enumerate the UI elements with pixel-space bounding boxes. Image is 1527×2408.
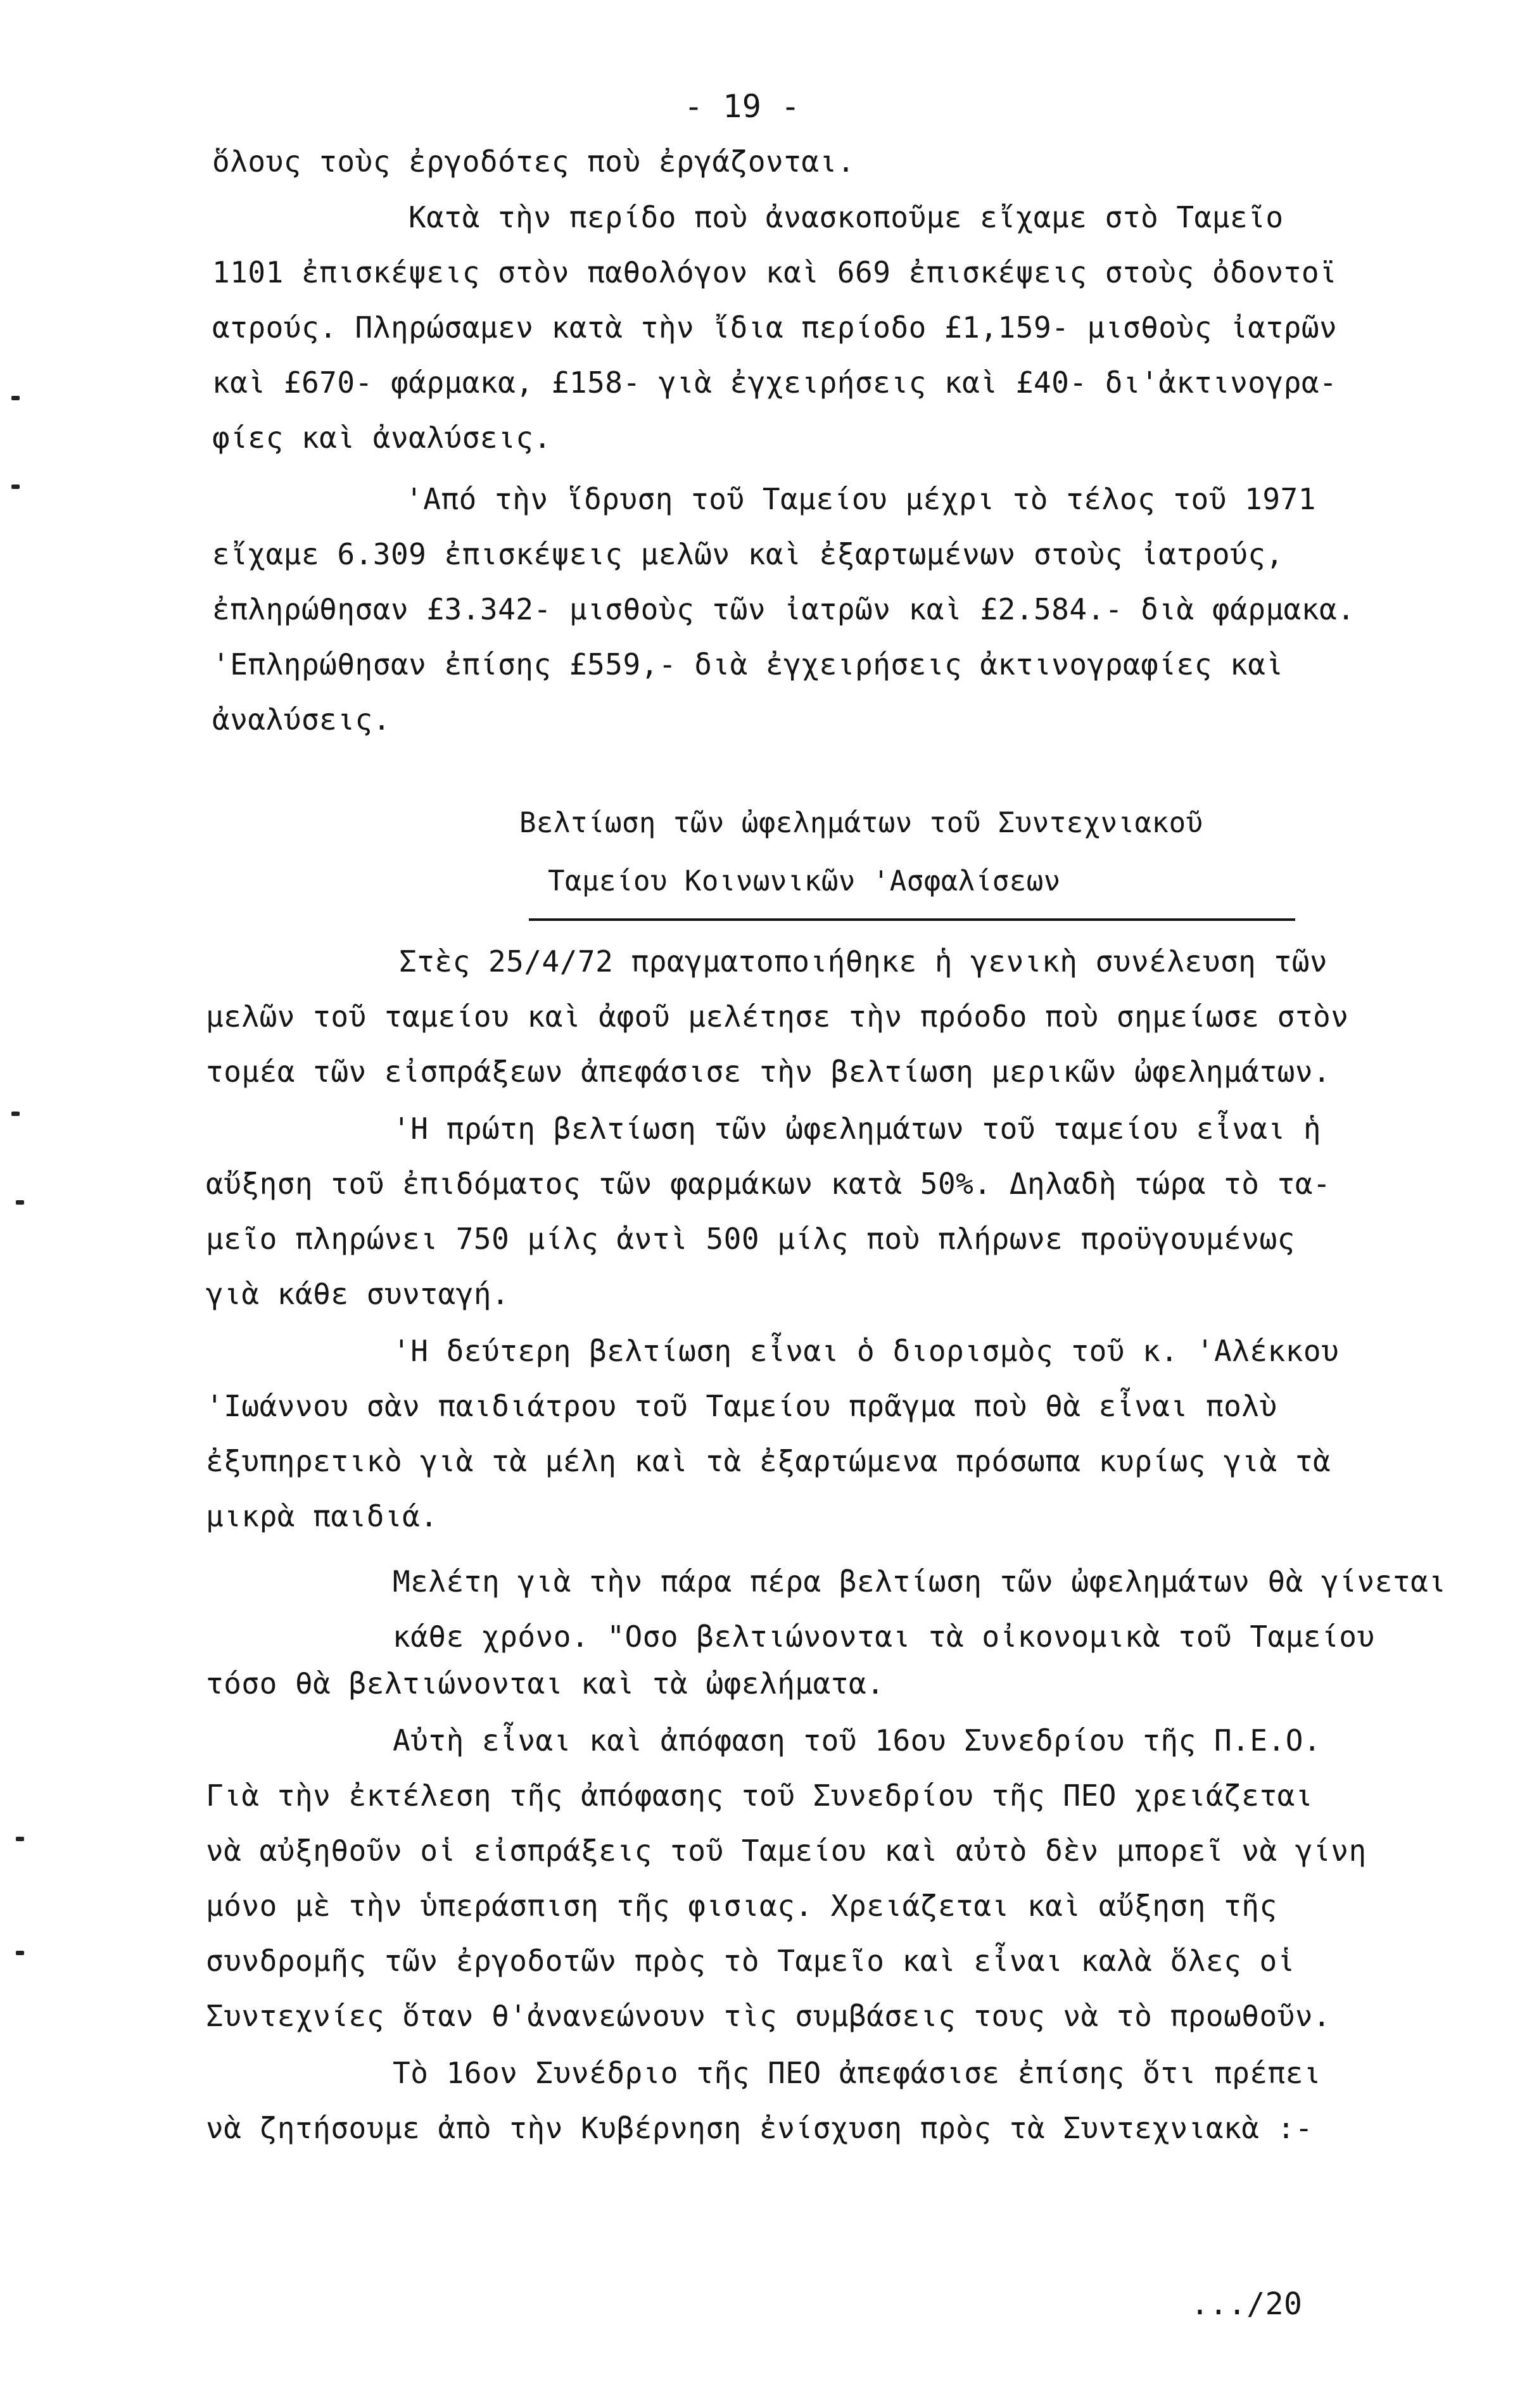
- text-line: Κατὰ τὴν περίδο ποὺ ἀνασκοποῦμε εἴχαμε στὸ Ταμεῖο: [409, 200, 1284, 234]
- text-line: αὔξηση τοῦ ἐπιδόματος τῶν φαρμάκων κατὰ 50%. Δηλαδὴ τώρα τὸ τα-: [206, 1167, 1331, 1201]
- text-line: 'Ιωάννου σὰν παιδιάτρου τοῦ Ταμείου πρᾶγμα ποὺ θὰ εἶναι πολὺ: [206, 1389, 1277, 1423]
- text-line: νὰ αὐξηθοῦν οἱ εἰσπράξεις τοῦ Ταμείου καὶ αὐτὸ δὲν μπορεῖ νὰ γίνη: [206, 1834, 1367, 1868]
- text-line: καὶ £670- φάρμακα, £158- γιὰ ἐγχειρήσεις καὶ £40- δι'ἀκτινογρα-: [212, 365, 1338, 400]
- text-line: 'Η δεύτερη βελτίωση εἶναι ὁ διορισμὸς τοῦ κ. 'Αλέκκου: [393, 1334, 1340, 1368]
- scan-speck: [16, 1200, 24, 1205]
- scan-speck: [11, 396, 20, 400]
- page-number: - 19 -: [684, 88, 801, 125]
- text-line: φίες καὶ ἀναλύσεις.: [212, 421, 552, 455]
- text-line: ὅλους τοὺς ἐργοδότες ποὺ ἐργάζονται.: [212, 144, 855, 179]
- text-line: Μελέτη γιὰ τὴν πάρα πέρα βελτίωση τῶν ὠφελημάτων θὰ γίνεται κάθε χρόνο. "Οσο βελτιώνονται τὰ οἰκονομικὰ τοῦ Ταμείου: [393, 1564, 1447, 1654]
- section-heading: Βελτίωση τῶν ὠφελημάτων τοῦ Συντεχνιακοῦ: [519, 807, 1203, 839]
- section-heading: Ταμείου Κοινωνικῶν 'Ασφαλίσεων: [548, 865, 1061, 897]
- text-line: μόνο μὲ τὴν ὑπεράσπιση τῆς φισιας. Χρειάζεται καὶ αὔξηση τῆς: [206, 1889, 1277, 1923]
- text-line: ἐπληρώθησαν £3.342- μισθοὺς τῶν ἰατρῶν καὶ £2.584.- διὰ φάρμακα.: [212, 592, 1355, 626]
- text-line: 'Από τὴν ἵδρυση τοῦ Ταμείου μέχρι τὸ τέλος τοῦ 1971: [405, 482, 1316, 516]
- scan-speck: [16, 1837, 24, 1841]
- text-line: μελῶν τοῦ ταμείου καὶ ἀφοῦ μελέτησε τὴν πρόοδο ποὺ σημείωσε στὸν: [206, 999, 1349, 1034]
- text-line: 'Επληρώθησαν ἐπίσης £559,- διὰ ἐγχειρήσεις ἀκτινογραφίες καὶ: [212, 647, 1284, 681]
- text-line: νὰ ζητήσουμε ἀπὸ τὴν Κυβέρνηση ἐνίσχυση πρὸς τὰ Συντεχνιακὰ :-: [206, 2111, 1314, 2145]
- text-line: ἐξυπηρετικὸ γιὰ τὰ μέλη καὶ τὰ ἐξαρτώμενα πρόσωπα κυρίως γιὰ τὰ: [206, 1444, 1331, 1478]
- text-line: 1101 ἐπισκέψεις στὸν παθολόγον καὶ 669 ἐπισκέψεις στοὺς ὀδοντοϊ: [212, 255, 1338, 289]
- scan-speck: [11, 485, 20, 489]
- text-line: μεῖο πληρώνει 750 μίλς ἀντὶ 500 μίλς ποὺ πλήρωνε προϋγουμένως: [206, 1222, 1295, 1256]
- text-line: τόσο θὰ βελτιώνονται καὶ τὰ ὠφελήματα.: [206, 1666, 885, 1701]
- scan-speck: [16, 1951, 24, 1955]
- heading-underline: [529, 918, 1295, 921]
- scan-speck: [11, 1112, 20, 1116]
- text-line: Αὐτὴ εἶναι καὶ ἀπόφαση τοῦ 16ου Συνεδρίου τῆς Π.Ε.Ο.: [393, 1723, 1322, 1758]
- text-line: τομέα τῶν εἰσπράξεων ἀπεφάσισε τὴν βελτίωση μερικῶν ὠφελημάτων.: [206, 1055, 1331, 1089]
- text-line: εἴχαμε 6.309 ἐπισκέψεις μελῶν καὶ ἐξαρτωμένων στοὺς ἰατρούς,: [212, 537, 1284, 571]
- text-line: γιὰ κάθε συνταγή.: [206, 1277, 510, 1311]
- text-line: 'Η πρώτη βελτίωση τῶν ὠφελημάτων τοῦ ταμείου εἶναι ἡ: [393, 1112, 1322, 1146]
- text-line: Στὲς 25/4/72 πραγματοποιήθηκε ἡ γενικὴ συνέλευση τῶν: [399, 944, 1328, 979]
- text-line: ἀναλύσεις.: [212, 702, 391, 737]
- text-line: μικρὰ παιδιά.: [206, 1499, 438, 1533]
- text-line: ατρούς. Πληρώσαμεν κατὰ τὴν ἴδια περίοδο £1,159- μισθοὺς ἰατρῶν: [212, 310, 1338, 345]
- text-line: συνδρομῆς τῶν ἐργοδοτῶν πρὸς τὸ Ταμεῖο καὶ εἶναι καλὰ ὅλες οἱ: [206, 1944, 1295, 1978]
- continuation-marker: .../20: [1191, 2286, 1303, 2322]
- text-line: Γιὰ τὴν ἐκτέλεση τῆς ἀπόφασης τοῦ Συνεδρίου τῆς ΠΕΟ χρειάζεται: [206, 1778, 1314, 1813]
- text-line: Τὸ 16ον Συνέδριο τῆς ΠΕΟ ἀπεφάσισε ἐπίσης ὅτι πρέπει: [393, 2056, 1322, 2090]
- text-line: Συντεχνίες ὅταν θ'ἀνανεώνουν τὶς συμβάσεις τους νὰ τὸ προωθοῦν.: [206, 1999, 1331, 2033]
